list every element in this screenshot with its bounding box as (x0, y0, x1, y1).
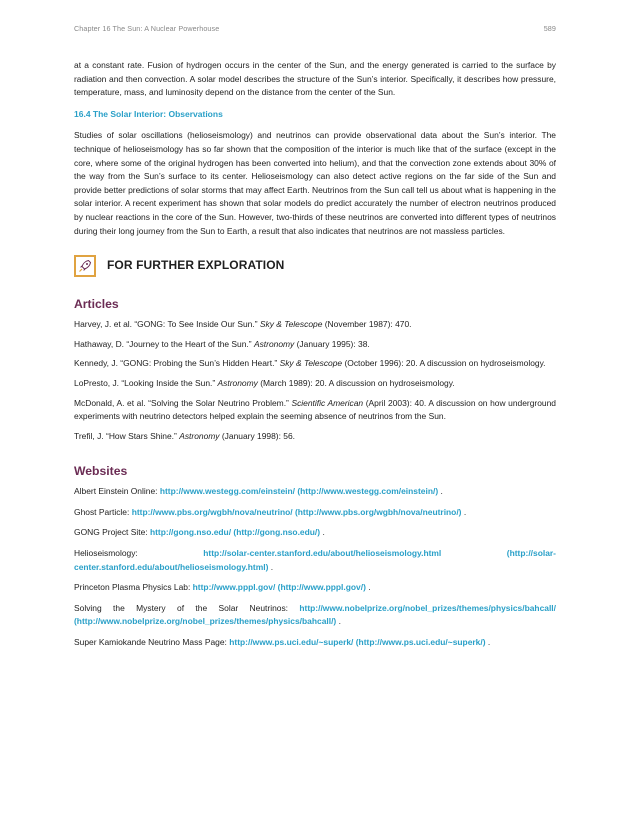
website-link[interactable]: http://www.pbs.org/wgbh/nova/neutrino/ (http://www.pbs.org/wgbh/nova/neutrino/) (131, 506, 462, 517)
articles-list (74, 318, 556, 443)
article-item: Trefil, J. “How Stars Shine.” Astronomy (January 1998): 56. (74, 430, 296, 441)
website-item: GONG Project Site: http://gong.nso.edu/ (http://gong.nso.edu/) . (74, 527, 325, 538)
page-content (74, 59, 556, 657)
article-source: Sky & Telescope (279, 358, 343, 369)
article-item: LoPresto, J. “Looking Inside the Sun.” Astronomy (March 1989): 20. A discussion on hydroseismology. (74, 377, 455, 388)
running-head (74, 24, 556, 33)
article-source: Astronomy (253, 338, 295, 349)
article-source: Astronomy (179, 430, 220, 441)
website-link[interactable]: http://www.nobelprize.org/nobel_prizes/themes/physics/bahcall/ (http://www.nobelprize.org/nobel_prizes/themes/physics/bahcall/) (74, 602, 556, 627)
article-item: Hathaway, D. “Journey to the Heart of the Sun.” Astronomy (January 1995): 38. (74, 338, 370, 349)
further-exploration-title: FOR FURTHER EXPLORATION (107, 258, 285, 273)
section-paragraph: Studies of solar oscillations (helioseismology) and neutrinos can provide observational data about the Sun’s interior. The technique of helioseismology has so far shown that the composition of the interior is much like that of the surface (except in the core, where some of the original hydrogen has been converted into helium), and that the convection zone extends about 30% of the way from the Sun’s surface to its center. Helioseismology can also detect active regions on the far side of the Sun and provide better predictions of solar storms that may affect Earth. Neutrinos from the Sun call tell us about what is happening in the solar interior. A recent experiment has shown that solar models do predict accurately the number of electron neutrinos produced by nuclear reactions in the core of the Sun. However, two-thirds of these neutrinos are converted into different types of neutrinos during their long journey from the Sun to Earth, a result that also indicates that neutrinos are not massless particles. (74, 130, 556, 236)
articles-heading: Articles (74, 297, 119, 312)
website-item: Ghost Particle: http://www.pbs.org/wgbh/nova/neutrino/ (http://www.pbs.org/wgbh/nova/neutrino/) . (74, 506, 467, 517)
website-item: Solving the Mystery of the Solar Neutrinos: http://www.nobelprize.org/nobel_prizes/themes/physics/bahcall/ (http://www.nobelprize.org/nobel_prizes/themes/physics/bahcall/) . (74, 602, 556, 627)
intro-paragraph: at a constant rate. Fusion of hydrogen occurs in the center of the Sun, and the energy generated is carried to the surface by radiation and then convection. A solar model describes the structure of the Sun’s interior. Specifically, it describes how pressure, temperature, mass, and luminosity depend on the distance from the center of the Sun. (74, 60, 556, 98)
website-link[interactable]: http://www.pppl.gov/ (http://www.pppl.gov/) (192, 582, 366, 593)
article-source: Astronomy (217, 377, 258, 388)
website-link[interactable]: http://www.ps.uci.edu/~superk/ (http://www.ps.uci.edu/~superk/) (229, 637, 486, 648)
website-item: Helioseismology: http://solar-center.stanford.edu/about/helioseismology.html (http://solar-center.stanford.edu/about/helioseismology.html) . (74, 548, 556, 572)
further-exploration-banner (74, 252, 556, 280)
article-source: Sky & Telescope (259, 319, 323, 330)
websites-heading: Websites (74, 464, 128, 479)
article-item: Harvey, J. et al. “GONG: To See Inside Our Sun.” Sky & Telescope (November 1987): 470. (74, 319, 412, 330)
website-link[interactable]: http://gong.nso.edu/ (http://gong.nso.edu/) (149, 527, 321, 538)
article-item: McDonald, A. et al. “Solving the Solar Neutrino Problem.” Scientific American (April 2003): 40. A discussion on how underground experiments with neutrino detectors helped explain the seeming absence of neutrinos from the Sun. (74, 397, 556, 422)
article-item: Kennedy, J. “GONG: Probing the Sun’s Hidden Heart.” Sky & Telescope (October 1996): 20. A discussion on hydroseismology. (74, 358, 546, 369)
website-link[interactable]: http://www.westegg.com/einstein/ (http://www.westegg.com/einstein/) (159, 486, 439, 497)
section-title: 16.4 The Solar Interior: Observations (74, 108, 223, 119)
page-number: 589 (543, 24, 556, 33)
chapter-title: Chapter 16 The Sun: A Nuclear Powerhouse (74, 24, 220, 33)
website-link[interactable]: http://solar-center.stanford.edu/about/helioseismology.html (http://solar-center.stanford.edu/about/helioseismology.html) (74, 548, 556, 572)
website-item: Albert Einstein Online: http://www.westegg.com/einstein/ (http://www.westegg.com/einstein/) . (74, 486, 443, 497)
rocket-icon (74, 255, 96, 277)
article-source: Scientific American (291, 397, 364, 408)
website-item: Super Kamiokande Neutrino Mass Page: http://www.ps.uci.edu/~superk/ (http://www.ps.uci.edu/~superk/) . (74, 637, 491, 648)
website-item: Princeton Plasma Physics Lab: http://www.pppl.gov/ (http://www.pppl.gov/) . (74, 582, 371, 593)
websites-list (74, 485, 556, 649)
